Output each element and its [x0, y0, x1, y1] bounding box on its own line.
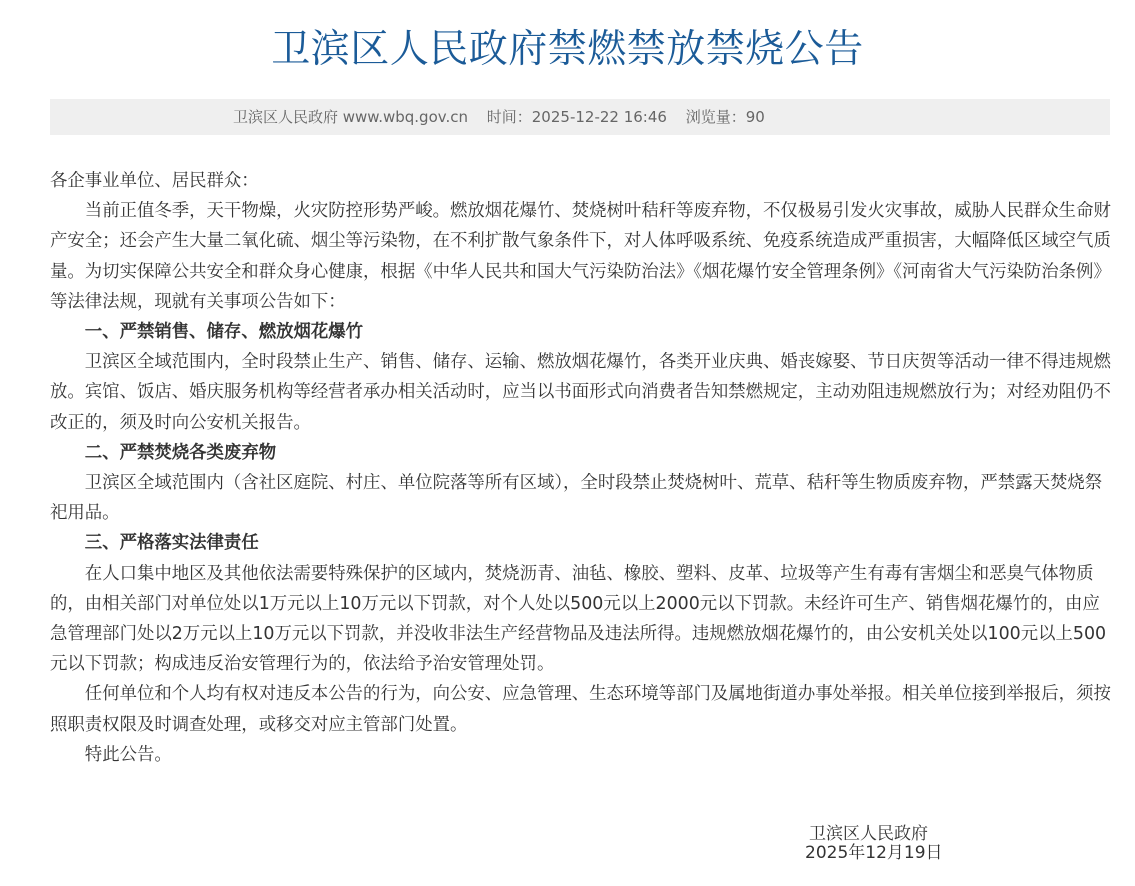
publish-time: 时间：2025-12-22 16:46	[486, 108, 667, 126]
section-2-paragraph: 卫滨区全域范围内（含社区庭院、村庄、单位院落等所有区域），全时段禁止焚烧树叶、荒草、秸秆等生物质废弃物，严禁露天焚烧祭祀用品。	[50, 473, 1103, 524]
section-2-heading: 二、严禁焚烧各类废弃物	[84, 442, 277, 463]
intro-paragraph: 当前正值冬季，天干物燥，火灾防控形势严峻。燃放烟花爆竹、焚烧树叶秸秆等废弃物，不仅极易引发火灾事故，威胁人民群众生命财产安全；还会产生大量二氧化硫、烟尘等污染物，在不利扩散气象条件下，对人体呼吸系统、免疫系统造成严重损害，大幅降低区域空气质量。为切实保障公共安全和群众身心健康，根据《中华人民共和国大气污染防治法》《烟花爆竹安全管理条例》《河南省大气污染防治条例》等法律法规，现就有关事项公告如下：	[50, 201, 1111, 312]
section-1-heading: 一、严禁销售、储存、燃放烟花爆竹	[84, 322, 364, 343]
section-3-paragraph: 在人口集中地区及其他依法需要特殊保护的区域内，焚烧沥青、油毡、橡胶、塑料、皮革、垃圾等产生有毒有害烟尘和恶臭气体物质的，由相关部门对单位处以1万元以上10万元以下罚款，对个人处以500元以上2000元以下罚款。未经许可生产、销售烟花爆竹的，由应急管理部门处以2万元以上10万元以下罚款，并没收非法生产经营物品及违法所得。违规燃放烟花爆竹的，由公安机关处以100元以上500元以下罚款；构成违反治安管理行为的，依法给予治安管理处罚。	[50, 563, 1107, 675]
closing-text: 特此公告。	[84, 744, 172, 765]
signature-org: 卫滨区人民政府	[809, 824, 928, 844]
signature-date: 2025年12月19日	[805, 843, 943, 863]
source-text: 卫滨区人民政府 www.wbq.gov.cn	[233, 108, 468, 126]
salutation: 各企事业单位、居民群众：	[50, 171, 259, 191]
section-3-heading: 三、严格落实法律责任	[84, 533, 259, 554]
section-1-paragraph: 卫滨区全域范围内，全时段禁止生产、销售、储存、运输、燃放烟花爆竹，各类开业庆典、婚丧嫁娶、节日庆贺等活动一律不得违规燃放。宾馆、饭店、婚庆服务机构等经营者承办相关活动时，应当以书面形式向消费者告知禁燃规定，主动劝阻违规燃放行为；对经劝阻仍不改正的，须及时向公安机关报告。	[50, 352, 1111, 433]
report-paragraph: 任何单位和个人均有权对违反本公告的行为，向公安、应急管理、生态环境等部门及属地街道办事处举报。相关单位接到举报后，须按照职责权限及时调查处理，或移交对应主管部门处置。	[50, 684, 1111, 735]
signature-block	[805, 825, 943, 863]
page-title: 卫滨区人民政府禁燃禁放禁烧公告	[271, 27, 864, 72]
view-count: 浏览量：90	[685, 108, 765, 126]
article-body	[50, 166, 1112, 770]
article-meta-bar	[50, 99, 1110, 135]
